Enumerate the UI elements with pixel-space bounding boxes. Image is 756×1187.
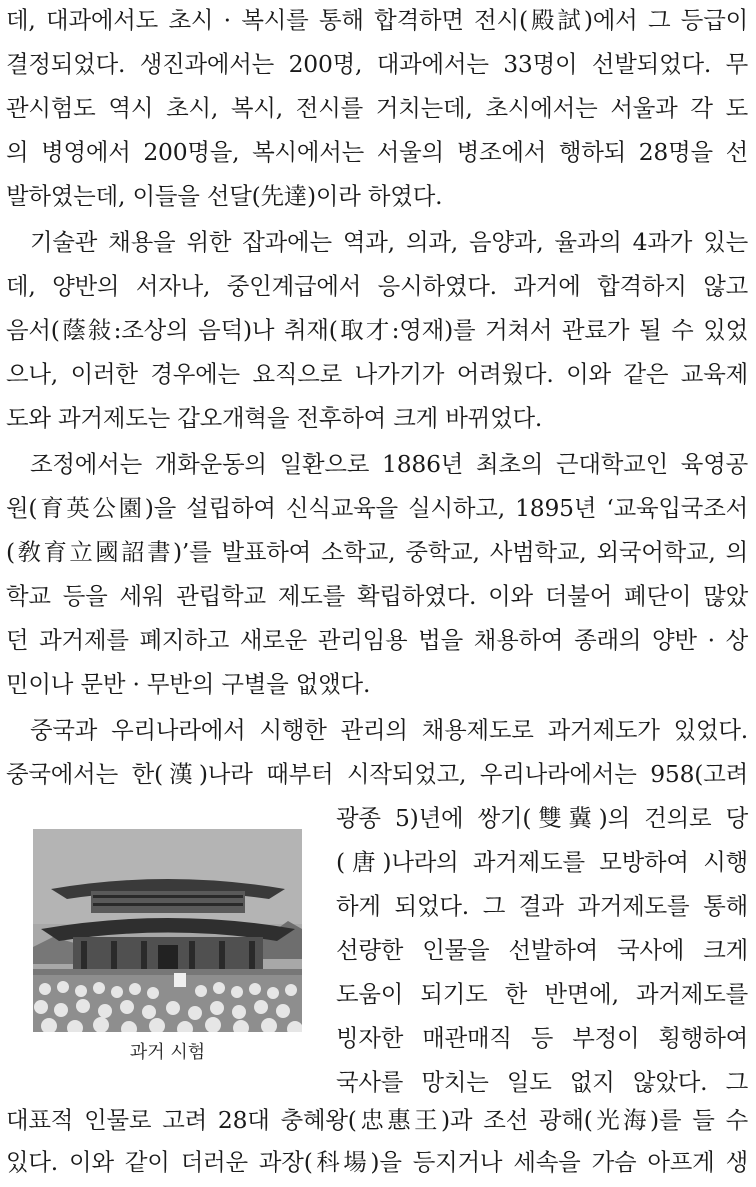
text-line-22: 선량한 인물을 선발하여 국사에 크게 — [336, 936, 748, 964]
text-line-16: 민이나 문반 · 무반의 구별을 없앴다. — [6, 670, 371, 698]
text-line-26: 대표적 인물로 고려 28대 충혜왕(忠惠王)과 조선 광해(光海)를 들 수 — [6, 1106, 748, 1134]
text-line-10: 도와 과거제도는 갑오개혁을 전후하여 크게 바뀌었다. — [6, 404, 543, 432]
text-line-9: 으나, 이러한 경우에는 요직으로 나가기가 어려웠다. 이와 같은 교육제 — [6, 360, 748, 388]
text-line-8: 음서(蔭敍:조상의 음덕)나 취재(取才:영재)를 거쳐서 관료가 될 수 있었 — [6, 316, 748, 344]
text-line-13: (敎育立國詔書)’를 발표하여 소학교, 중학교, 사범학교, 외국어학교, 의 — [6, 538, 748, 566]
text-line-12: 원(育英公園)을 설립하여 신식교육을 실시하고, 1895년 ‘교육입국조서 — [6, 494, 748, 522]
text-line-24: 빙자한 매관매직 등 부정이 횡행하여 — [336, 1024, 748, 1052]
photo-caption: 과거 시험 — [129, 1042, 206, 1063]
text-line-27: 있다. 이와 같이 더러운 과장(科場)을 등지거나 세속을 가슴 아프게 생 — [6, 1148, 748, 1176]
text-line-3: 관시험도 역시 초시, 복시, 전시를 거치는데, 초시에서는 서울과 각 도 — [6, 94, 748, 122]
text-line-5: 발하였는데, 이들을 선달(先達)이라 하였다. — [6, 182, 443, 210]
exam-photo — [33, 829, 302, 1032]
text-line-21: 하게 되었다. 그 결과 과거제도를 통해 — [336, 892, 748, 920]
text-line-17: 중국과 우리나라에서 시행한 관리의 채용제도로 과거제도가 있었다. — [30, 716, 748, 744]
text-line-7: 데, 양반의 서자나, 중인계급에서 응시하였다. 과거에 합격하지 않고 — [6, 272, 748, 300]
text-line-11: 조정에서는 개화운동의 일환으로 1886년 최초의 근대학교인 육영공 — [30, 450, 748, 478]
text-line-4: 의 병영에서 200명을, 복시에서는 서울의 병조에서 행하되 28명을 선 — [6, 138, 748, 166]
text-line-20: (唐)나라의 과거제도를 모방하여 시행 — [336, 848, 748, 876]
text-line-2: 결정되었다. 생진과에서는 200명, 대과에서는 33명이 선발되었다. 무 — [6, 50, 748, 78]
text-line-1: 데, 대과에서도 초시 · 복시를 통해 합격하면 전시(殿試)에서 그 등급이 — [6, 6, 748, 34]
text-line-6: 기술관 채용을 위한 잡과에는 역과, 의과, 음양과, 율과의 4과가 있는 — [30, 228, 748, 256]
text-line-15: 던 과거제를 폐지하고 새로운 관리임용 법을 채용하여 종래의 양반 · 상 — [6, 626, 748, 654]
text-line-14: 학교 등을 세워 관립학교 제도를 확립하였다. 이와 더불어 폐단이 많았 — [6, 582, 748, 610]
text-line-19: 광종 5)년에 쌍기(雙冀)의 건의로 당 — [336, 804, 748, 832]
text-line-25: 국사를 망치는 일도 없지 않았다. 그 — [336, 1068, 748, 1096]
text-line-23: 도움이 되기도 한 반면에, 과거제도를 — [336, 980, 748, 1008]
text-line-18: 중국에서는 한(漢)나라 때부터 시작되었고, 우리나라에서는 958(고려 — [6, 760, 748, 788]
palace-exam-illustration — [33, 829, 302, 1032]
